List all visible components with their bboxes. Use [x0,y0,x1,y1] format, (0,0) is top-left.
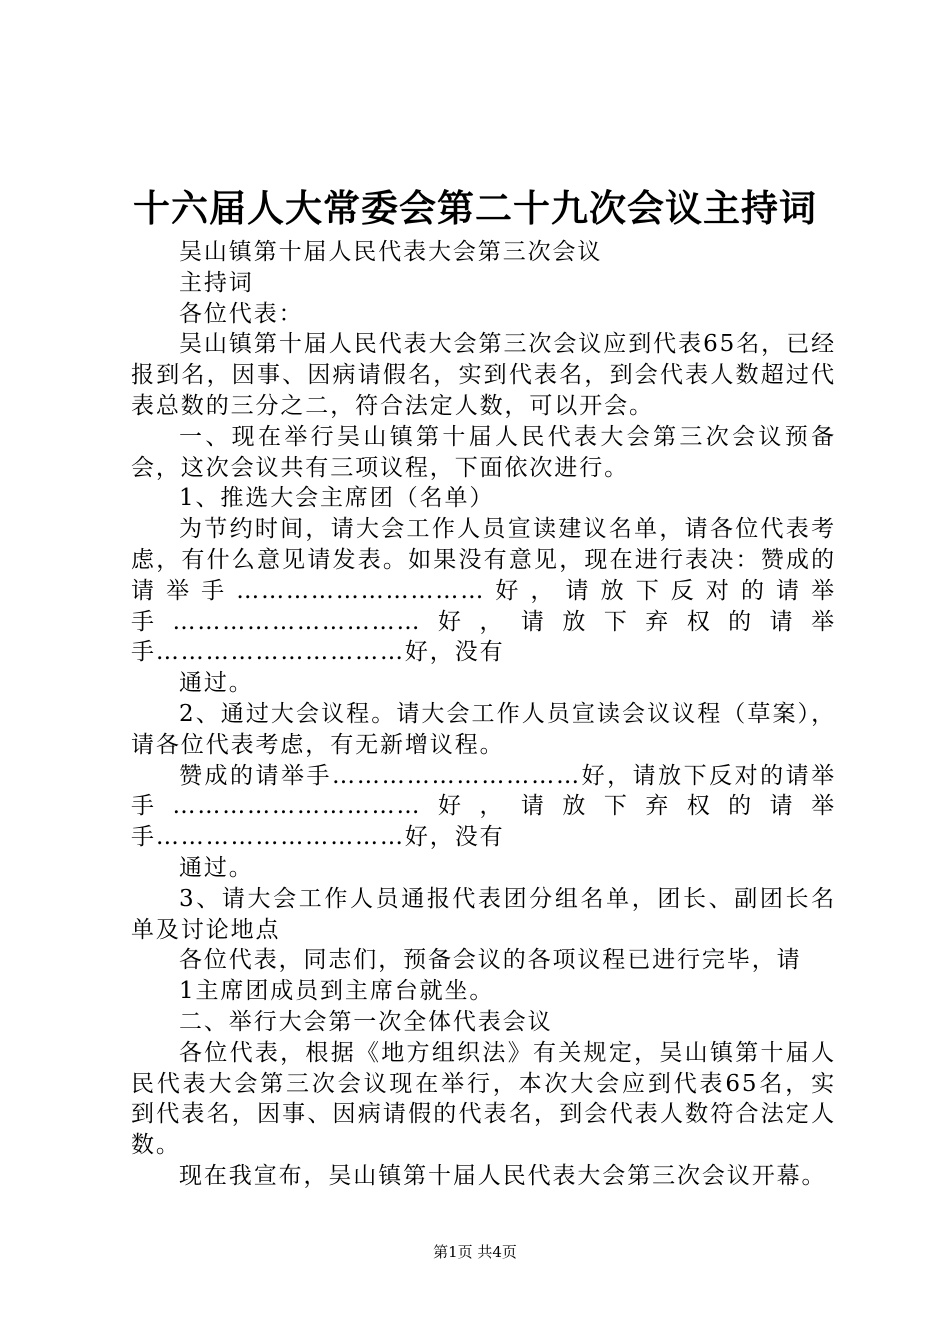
paragraph: 为节约时间，请大会工作人员宣读建议名单，请各位代表考虑，有什么意见请发表。如果没有意见，现在进行表决：赞成的请举手…………………………好，请放下反对的请举手…………………………好，请放下弃权的请举手…………………………好，没有 [131,516,836,666]
paragraph: 各位代表，同志们，预备会议的各项议程已进行完毕，请 [179,947,802,974]
paragraph: 主持词 [179,269,254,296]
paragraph: 赞成的请举手…………………………好，请放下反对的请举手…………………………好，请放下弃权的请举手…………………………好，没有 [131,762,836,851]
document-title: 十六届人大常委会第二十九次会议主持词 [133,187,817,230]
paragraph: 二、举行大会第一次全体代表会议 [179,1008,553,1035]
paragraph: 3、请大会工作人员通报代表团分组名单，团长、副团长名单及讨论地点 [131,885,836,943]
paragraph: 吴山镇第十届人民代表大会第三次会议应到代表65名，已经报到名，因事、因病请假名，实到代表名，到会代表人数超过代表总数的三分之二，符合法定人数，可以开会。 [131,331,836,419]
page-number: 第1页 共4页 [433,1243,517,1261]
paragraph: 现在我宣布，吴山镇第十届人民代表大会第三次会议开幕。 [179,1162,827,1189]
paragraph: 吴山镇第十届人民代表大会第三次会议 [179,239,603,265]
paragraph: 1、推选大会主席团（名单） [179,485,495,512]
paragraph: 通过。 [179,854,254,881]
paragraph: 各位代表： [179,300,304,327]
paragraph: 各位代表，根据《地方组织法》有关规定，吴山镇第十届人民代表大会第三次会议现在举行，本次大会应到代表65名，实到代表名，因事、因病请假的代表名，到会代表人数符合法定人数。 [131,1039,836,1159]
paragraph: 1主席团成员到主席台就坐。 [179,978,495,1005]
document-body [131,237,836,1192]
paragraph: 一、现在举行吴山镇第十届人民代表大会第三次会议预备会，这次会议共有三项议程，下面依次进行。 [131,423,836,481]
paragraph: 2、通过大会议程。请大会工作人员宣读会议议程（草案），请各位代表考虑，有无新增议程。 [131,700,836,758]
paragraph: 通过。 [179,670,254,697]
